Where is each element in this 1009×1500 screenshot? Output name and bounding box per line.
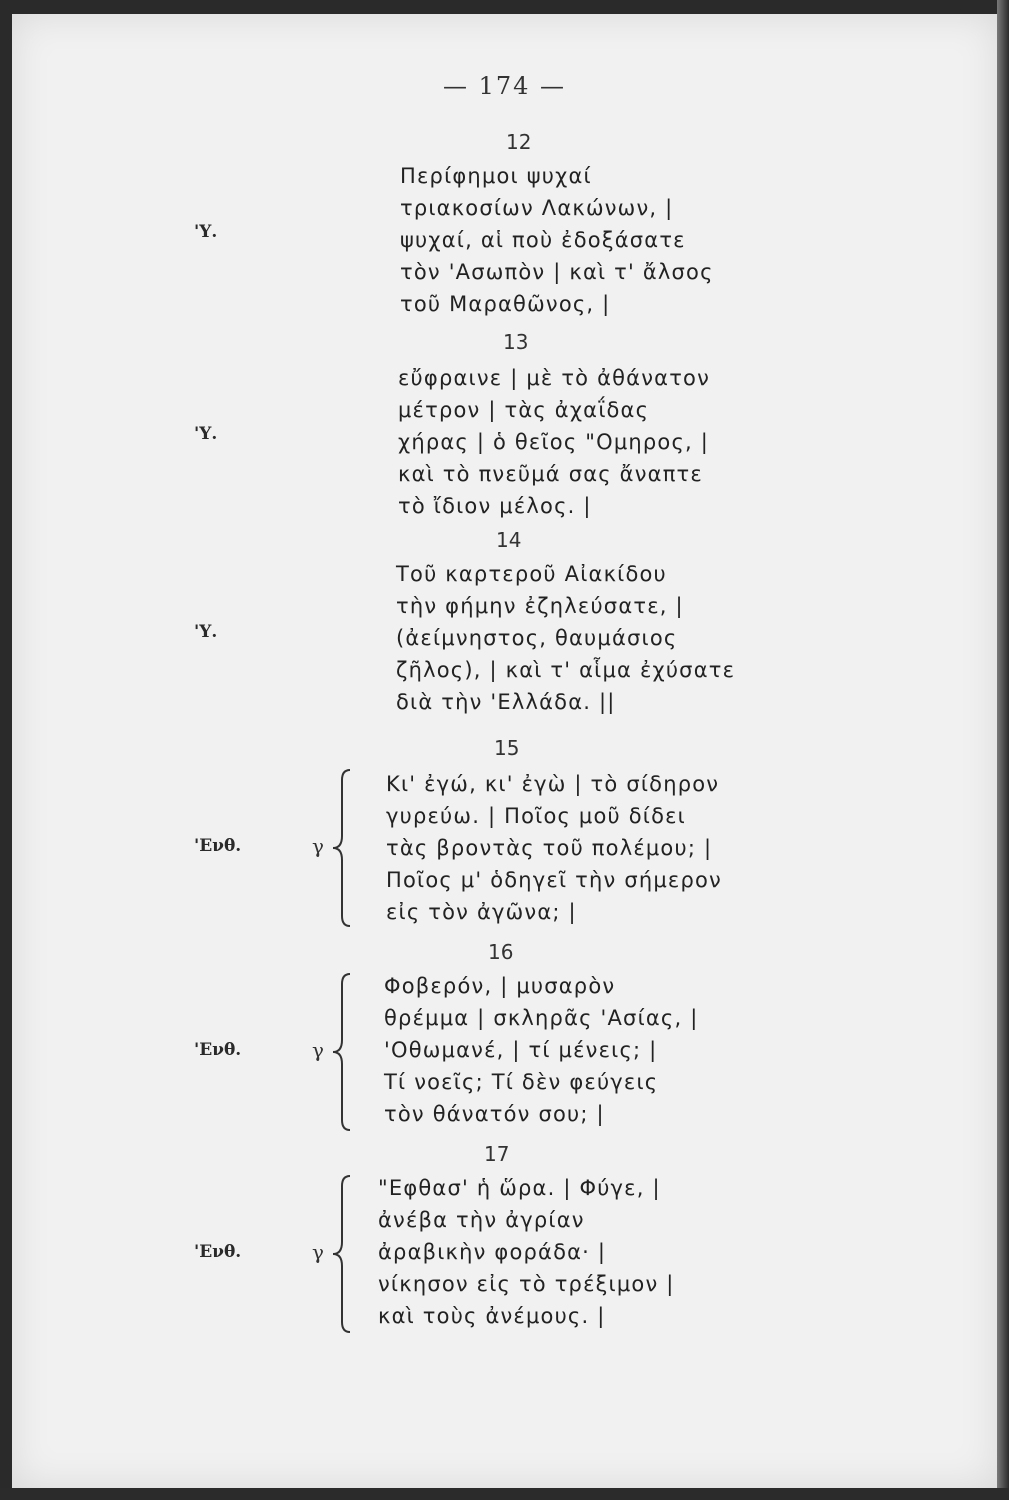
verse-line: τὰς βροντὰς τοῦ πολέμου; | xyxy=(386,836,713,860)
verse-line: τριακοσίων Λακώνων, | xyxy=(400,196,674,220)
page-number: — 174 — xyxy=(442,72,567,100)
verse-line: ψυχαί, αἱ ποὺ ἐδοξάσατε xyxy=(400,228,686,252)
verse-line: γυρεύω. | Ποῖος μοῦ δίδει xyxy=(386,804,686,828)
verse-line: Περίφημοι ψυχαί xyxy=(400,164,592,188)
brace-icon xyxy=(330,1174,352,1334)
stanza-number: 15 xyxy=(494,736,520,760)
verse-line: ἀνέβα τὴν ἀγρίαν xyxy=(378,1208,585,1232)
verse-line: νίκησον εἰς τὸ τρέξιμον | xyxy=(378,1272,675,1296)
speaker-label: 'Υ. xyxy=(194,222,218,242)
verse-line: διὰ τὴν 'Ελλάδα. || xyxy=(396,690,616,714)
verse-lines xyxy=(398,362,710,522)
speaker-label: 'Ενθ. xyxy=(194,1242,242,1262)
verse-lines xyxy=(386,768,722,928)
verse-line: καὶ τοὺς ἀνέμους. | xyxy=(378,1304,606,1328)
stanza-number: 13 xyxy=(503,330,529,354)
verse-line: Ποῖος μ' ὁδηγεῖ τὴν σήμερον xyxy=(386,868,722,892)
speaker-label: 'Ενθ. xyxy=(194,1040,242,1060)
verse-line: Κι' ἐγώ, κι' ἐγὼ | τὸ σίδηρον xyxy=(386,772,720,796)
verse-line: 'Οθωμανέ, | τί μένεις; | xyxy=(384,1038,658,1062)
verse-line: εὔφραινε | μὲ τὸ ἀθάνατον xyxy=(398,366,711,390)
verse-line: τὴν φήμην ἐζηλεύσατε, | xyxy=(396,594,684,618)
speaker-label: 'Υ. xyxy=(194,424,218,444)
verse-line: θρέμμα | σκληρᾶς 'Ασίας, | xyxy=(384,1006,699,1030)
verse-line: ζῆλος), | καὶ τ' αἷμα ἐχύσατε xyxy=(396,658,736,682)
brace-icon xyxy=(330,972,352,1132)
stanza-number: 17 xyxy=(484,1142,510,1166)
stanza-number: 12 xyxy=(506,130,532,154)
verse-lines xyxy=(396,558,735,718)
verse-line: ἀραβικὴν φοράδα· | xyxy=(378,1240,607,1264)
verse-lines xyxy=(384,970,698,1130)
verse-line: τοῦ Μαραθῶνος, | xyxy=(400,292,611,316)
speaker-label: 'Υ. xyxy=(194,622,218,642)
verse-line: εἰς τὸν ἀγῶνα; | xyxy=(386,900,577,924)
verse-line: τὸν 'Ασωπὸν | καὶ τ' ἄλσος xyxy=(400,260,714,284)
verse-line: χήρας | ὁ θεῖος "Ομηρος, | xyxy=(398,430,710,454)
brace-icon xyxy=(330,768,352,928)
verse-lines xyxy=(378,1172,675,1332)
stanza-number: 14 xyxy=(496,528,522,552)
gamma-marker: γ xyxy=(312,1240,324,1264)
stanza-number: 16 xyxy=(488,940,514,964)
verse-line: Φοβερόν, | μυσαρὸν xyxy=(384,974,616,998)
verse-line: Τοῦ καρτεροῦ Αἰακίδου xyxy=(396,562,667,586)
speaker-label: 'Ενθ. xyxy=(194,836,242,856)
verse-line: καὶ τὸ πνεῦμά σας ἄναπτε xyxy=(398,462,703,486)
verse-lines xyxy=(400,160,714,320)
verse-line: μέτρον | τὰς ἀχαΐδας xyxy=(398,398,650,422)
verse-line: "Εφθασ' ἡ ὥρα. | Φύγε, | xyxy=(378,1176,661,1200)
gamma-marker: γ xyxy=(312,834,324,858)
verse-line: τὸ ἴδιον μέλος. | xyxy=(398,494,592,518)
verse-line: (ἀείμνηστος, θαυμάσιος xyxy=(396,626,678,650)
page-edge-bottom xyxy=(0,1488,1009,1500)
verse-line: Τί νοεῖς; Τί δὲν φεύγεις xyxy=(384,1070,659,1094)
page-edge-right xyxy=(997,0,1009,1500)
gamma-marker: γ xyxy=(312,1038,324,1062)
verse-line: τὸν θάνατόν σου; | xyxy=(384,1102,605,1126)
